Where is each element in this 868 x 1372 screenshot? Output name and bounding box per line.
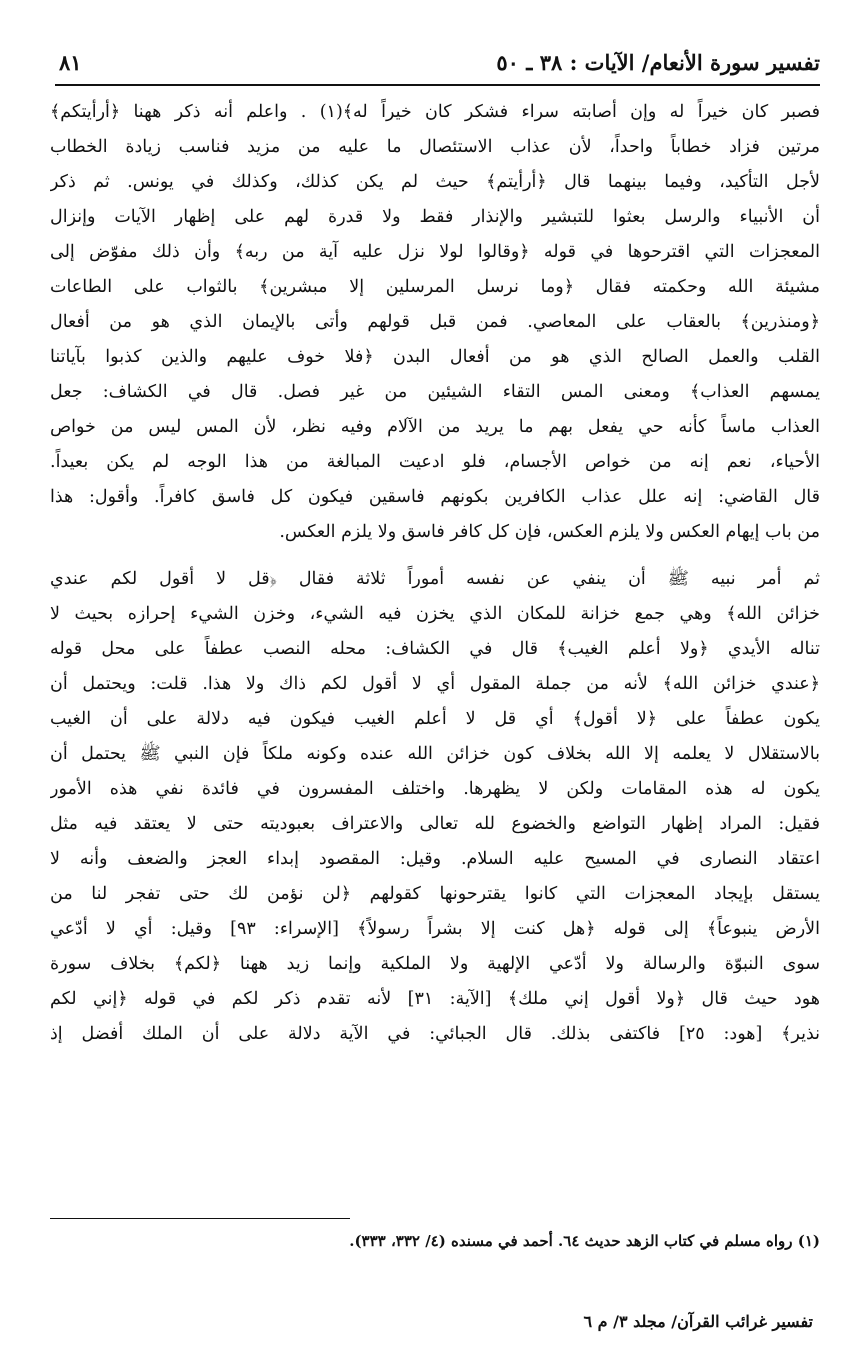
text-line: القلب والعمل الصالح الذي هو من أفعال البدن ﴿فلا خوف عليهم والذين كذبوا بآياتنا [50, 347, 820, 367]
text-line: فقيل: المراد إظهار التواضع والخضوع لله تعالى والاعتراف بعبوديته حتى لا يعتقد فيه مثل [50, 814, 820, 834]
text-line: هود حيث قال ﴿ولا أقول إني ملك﴾ [الآية: ٣١] لأنه تقدم ذكر لكم في قوله ﴿إني لكم [50, 989, 820, 1009]
text-line: فصبر كان خيراً له وإن أصابته سراء فشكر كان خيراً له﴾(١) . واعلم أنه ذكر ههنا ﴿أرأيتكم﴾ [50, 102, 820, 122]
text-line: ثم أمر نبيه ﷺ أن ينفي عن نفسه أموراً ثلاثة فقال ﴿قل لا أقول لكم عندي [50, 569, 820, 589]
page-header [55, 48, 820, 86]
text-line: يستقل بإيجاد المعجزات التي كانوا يقترحونها كقولهم ﴿لن نؤمن لك حتى تفجر لنا من [50, 884, 820, 904]
text-line: ﴿عندي خزائن الله﴾ لأنه من جملة المقول أي لا أقول لكم ذاك ولا هذا. قلت: ويحتمل أن [50, 674, 820, 694]
text-line: يمسهم العذاب﴾ ومعنى المس التقاء الشيئين من غير فصل. قال في الكشاف: جعل [50, 382, 820, 402]
text-line: المعجزات التي اقترحوها في قوله ﴿وقالوا لولا نزل عليه آية من ربه﴾ وأن ذلك مفوّض إلى [50, 242, 820, 262]
text-line: العذاب ماساً كأنه حي يفعل بهم ما يريد من الآلام وفيه نظر، لأن المس ليس من خواص [50, 417, 820, 437]
text-line: مشيئة الله وحكمته فقال ﴿وما نرسل المرسلين إلا مبشرين﴾ بالثواب على الطاعات [50, 277, 820, 297]
running-title: تفسير سورة الأنعام/ الآيات : ٣٨ ـ ٥٠ [496, 50, 820, 75]
text-line: مرتين فزاد خطاباً واحداً، لأن عذاب الاستئصال ما عليه من مزيد فناسب زيادة الخطاب [50, 137, 820, 157]
page-number: ٨١ [59, 50, 82, 75]
text-line: تناله الأيدي ﴿ولا أعلم الغيب﴾ قال في الكشاف: محله النصب عطفاً على محل قوله [50, 639, 820, 659]
paragraph [50, 562, 820, 1052]
text-line: اعتقاد النصارى في المسيح عليه السلام. وقيل: المقصود إبداء العجز والضعف وأنه لا [50, 849, 820, 869]
text-line: خزائن الله﴾ وهي جمع خزانة للمكان الذي يخزن فيه الشيء، وخزن الشيء إحرازه بحيث لا [50, 604, 820, 624]
text-line: الأحياء، نعم إنه من خواص الأجسام، فلو ادعيت المبالغة من هذا الوجه لم يكن بعيداً. [50, 452, 820, 472]
text-line: يكون له هذه المقامات ولكن لا يظهرها. واختلف المفسرون في فائدة نفي هذه الأمور [50, 779, 820, 799]
text-line: من باب إيهام العكس ولا يلزم العكس، فإن كل كافر فاسق ولا يلزم العكس. [279, 522, 820, 542]
book-signature: تفسير غرائب القرآن/ مجلد ٣/ م ٦ [583, 1312, 813, 1331]
text-line: قال القاضي: إنه علل عذاب الكافرين بكونهم فاسقين فيكون كل فاسق كافراً. وأقول: هذا [50, 487, 820, 507]
text-line: نذير﴾ [هود: ٢٥] فاكتفى بذلك. قال الجبائي: في الآية دلالة على أن الملك أفضل إذ [50, 1024, 820, 1044]
paragraph [50, 95, 820, 550]
text-line: الأرض ينبوعاً﴾ إلى قوله ﴿هل كنت إلا بشراً رسولاً﴾ [الإسراء: ٩٣] وقيل: أي لا أدّعي [50, 919, 820, 939]
text-line: لأجل التأكيد، وفيما بينهما قال ﴿أرأيتم﴾ حيث لم يكن كذلك، وكذلك في يونس. ثم ذكر [50, 172, 820, 192]
text-line: ﴿ومنذرين﴾ بالعقاب على المعاصي. فمن قبل قولهم وأتى بالإيمان الذي هو من أفعال [50, 312, 820, 332]
text-line: بالاستقلال لا يعلمه إلا الله بخلاف كون خزائن الله عنده وكونه ملكاً فإن النبي ﷺ يحتمل أن [50, 744, 820, 764]
text-line: يكون عطفاً على ﴿لا أقول﴾ أي قل لا أعلم الغيب فيكون فيه دلالة على أن الغيب [50, 709, 820, 729]
text-line: أن الأنبياء والرسل بعثوا للتبشير والإنذار فقط ولا قدرة لهم على إظهار الآيات وإنزال [50, 207, 820, 227]
main-text [50, 95, 820, 1052]
text-line: سوى النبوّة والرسالة ولا أدّعي الإلهية ولا الملكية وإنما زيد ههنا ﴿لكم﴾ بخلاف سورة [50, 954, 820, 974]
footnote-divider [50, 1218, 350, 1219]
footnote: (١) رواه مسلم في كتاب الزهد حديث ٦٤. أحمد في مسنده (٤/ ٣٣٢، ٣٣٣). [349, 1232, 820, 1250]
